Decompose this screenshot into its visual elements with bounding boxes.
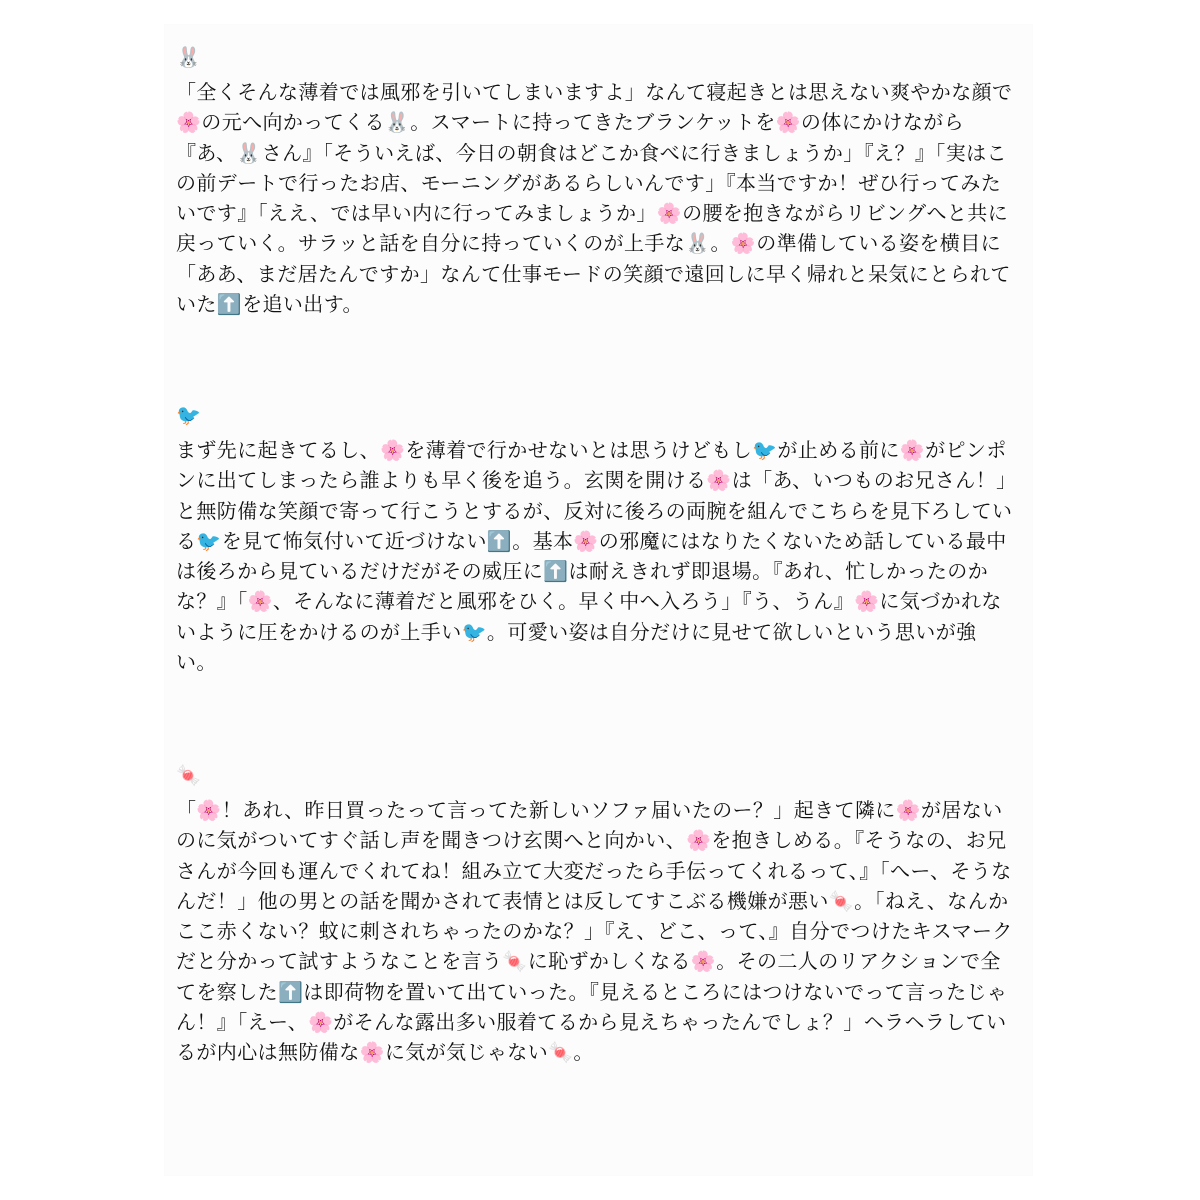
- bird-icon: 🐦: [176, 403, 202, 427]
- section-candy: [176, 760, 1016, 1068]
- rabbit-icon: 🐰: [176, 45, 202, 69]
- section-rabbit: [176, 42, 1016, 319]
- section-paragraph: 「全くそんな薄着では風邪を引いてしまいますよ」なんて寝起きとは思えない爽やかな顔で🌸の元へ向かってくる🐰。スマートに持ってきたブランケットを🌸の体にかけながら『あ、🐰さん』「そういえば、今日の朝食はどこか食べに行きましょうか」『え？』「実はこの前デートで行ったお店、モーニングがあるらしいんです」『本当ですか！ぜひ行ってみたいです』「ええ、では早い内に行ってみましょうか」🌸の腰を抱きながらリビングへと共に戻っていく。サラッと話を自分に持っていくのが上手な🐰。🌸の準備している姿を横目に「ああ、まだ居たんですか」なんて仕事モードの笑顔で遠回しに早く帰れと呆気にとられていた⬆️を追い出す。: [176, 80, 1013, 317]
- section-bird: [176, 400, 1016, 677]
- candy-icon: 🍬: [176, 763, 202, 787]
- section-paragraph: 「🌸！あれ、昨日買ったって言ってた新しいソファ届いたのー？」起きて隣に🌸が居ないのに気がついてすぐ話し声を聞きつけ玄関へと向かい、🌸を抱きしめる。『そうなの、お兄さんが今回も運んでくれてね！組み立て大変だったら手伝ってくれるって、』「へー、そうなんだ！」他の男との話を聞かされて表情とは反してすこぶる機嫌が悪い🍬。「ねえ、なんかここ赤くない？蚊に刺されちゃったのかな？」『え、どこ、って、』自分でつけたキスマークだと分かって試すようなことを言う🍬に恥ずかしくなる🌸。その二人のリアクションで全てを察した⬆️は即荷物を置いて出ていった。『見えるところにはつけないでって言ったじゃん！』「えー、🌸がそんな露出多い服着てるから見えちゃったんでしょ？」ヘラヘラしているが内心は無防備な🌸に気が気じゃない🍬。: [176, 798, 1013, 1065]
- section-paragraph: まず先に起きてるし、🌸を薄着で行かせないとは思うけどもし🐦が止める前に🌸がピンポンに出てしまったら誰よりも早く後を追う。玄関を開ける🌸は「あ、いつものお兄さん！」と無防備な笑顔で寄って行こうとするが、反対に後ろの両腕を組んでこちらを見下ろしている🐦を見て怖気付いて近づけない⬆️。基本🌸の邪魔にはなりたくないため話している最中は後ろから見ているだけだがその威圧に⬆️は耐えきれず即退場。『あれ、忙しかったのかな？』「🌸、そんなに薄着だと風邪をひく。早く中へ入ろう」『う、うん』🌸に気づかれないように圧をかけるのが上手い🐦。可愛い姿は自分だけに見せて欲しいという思いが強い。: [176, 438, 1013, 675]
